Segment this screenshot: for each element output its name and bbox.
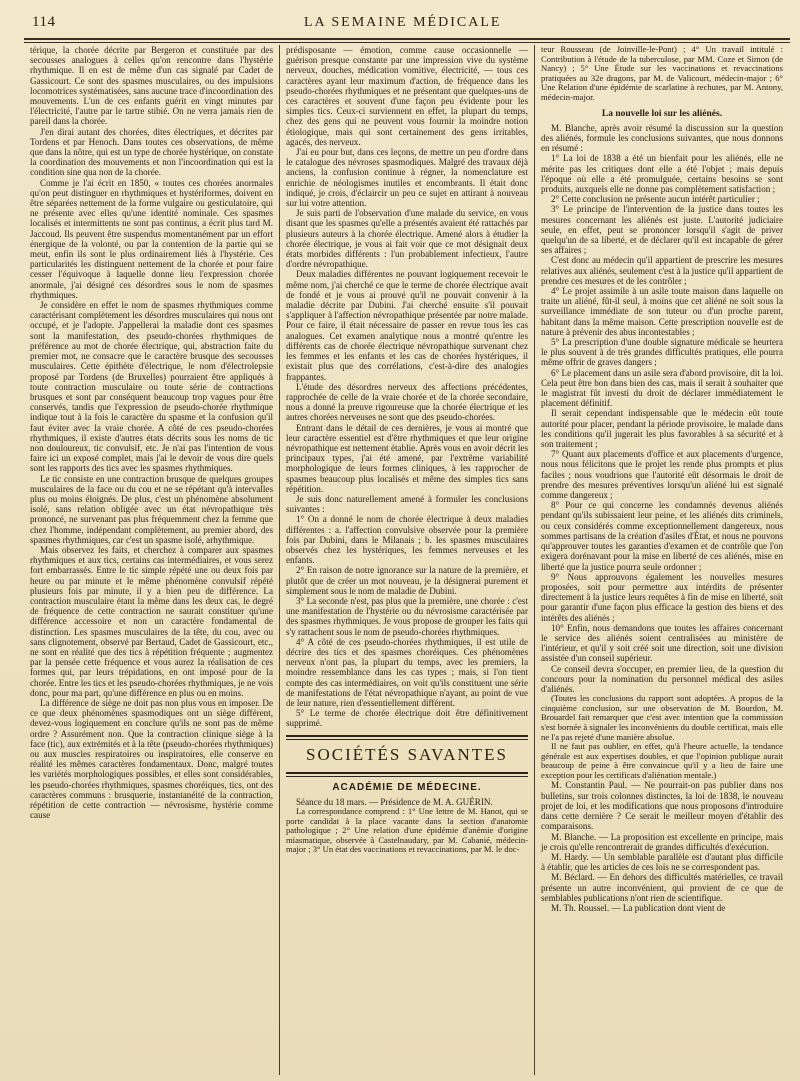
paragraph: M. Th. Roussel. — La publication dont vient de [551,902,726,913]
paragraph: J'en dirai autant des chorées, dites électriques, et décrites par Tordens et par Henoch. Dans toutes ces observations, de même que dans la nôtre, qui est un type de chorée hystérique, on constate la coordination des mouvements et non l'incoordination qui est la condition sine qua non de la chorée. [30,126,273,178]
paragraph: Je suis donc naturellement amené à formuler les conclusions suivantes : [286,493,528,515]
paragraph: La différence de siège ne doit pas non plus vous en imposer. De ce que deux phénomènes spasmodiques ont un siège différent, devez-vous logiquement en conclure qu'ils ne sont pas de même ordre ? Assurément non. Que la contraction clinique siège à la face (tic), aux extrémités et à la tête (pseudo-chorées rhythmiques) ou aux muscles respiratoires ou inspiratoires, elle conserve en réalité les mêmes caractères fondamentaux. Donc, malgré toutes les variétés morphologiques possibles, et elles sont considérables, les pseudo-chorées rhythmiques, spasmes choréiques, tics, ont des caractères communs : brusquerie, instantanéité de la contraction, répétition de cette contraction — névrosisme, hystérie comme cause [30,698,273,821]
paragraph: J'ai eu pour but, dans ces leçons, de mettre un peu d'ordre dans le catalogue des névroses spasmodiques. Malgré des travaux déjà anciens, la confusion continue à régner, la nomenclature est enrichie de néologismes inutiles et encombrants. Il était donc indiqué, je crois, d'éclaircir un peu ce sujet en attirant à nouveau sur lui votre attention. [286,147,528,209]
paragraph: 3° La seconde n'est, pas plus que la première, une chorée : c'est une manifestation de l'hystérie ou du névrosisme caractérisée par des spasmes rhythmiques. Je vous propose de grouper les faits qui s'y rattachent sous le nom de pseudo-chorées rhythmiques. [286,595,528,637]
paragraph: 7° Quant aux placements d'office et aux placements d'urgence, nous nous félicitons que le projet les rende plus prompts et plus faciles ; nous voudrions que l'autorité eût désormais le droit de prendre des mesures préventives lorsqu'un aliéné lui est signalé comme dangereux ; [541,449,783,501]
paragraph: M. Béclard. — En dehors des difficultés matérielles, ce travail présente un autre inconvénient, qui provient de ce que de semblables publications n'ont rien de scientifique. [541,872,783,903]
paragraph: 5° La prescription d'une double signature médicale se heurtera le plus souvent à de très grandes difficultés pratiques, elle pourra même offrir de graves dangers ; [541,337,783,368]
paragraph: 2° Cette conclusion ne présente aucun intérêt particulier ; [551,194,760,205]
paragraph: térique, la chorée décrite par Bergeron et constituée par des secousses analogues à celles qu'on rencontre dans l'hystérie rhythmique. Il en est de même d'un cas signalé par Cadet de Gassicourt. Ce sont des spasmes musculaires, ou des impulsions locomotrices systématisées, sans aucune trace d'incoordination des mouvements. L'un de ces enfants guérit en vingt minutes par l'électricité, l'autre par le tartre stibié. On ne verra jamais rien de pareil dans la chorée. [30,45,273,127]
subheading: La nouvelle loi sur les aliénés. [601,108,723,119]
paragraph: 1° La loi de 1838 a été un bienfait pour les aliénés, elle ne mérite pas les critiques dont elle a été l'objet ; mais depuis l'époque où elle a été promulguée, certains besoins se sont produits, auxquels elle ne donne pas complètement satisfaction ; [541,153,783,194]
paragraph: teur Rousseau (de Joinville-le-Pont) ; 4° Un travail intitulé : Contribution à l'étude de la tuberculose, par MM. Coze et Simon (de Nancy) ; 5° Une Étude sur les vaccinations et revaccinations pratiquées au 32e dragons, par M. de Valicourt, médecin-major ; 6° Une Relation d'une épidémie de scarlatine à rechutes, par M. Antony, médecin-major. [541,45,783,102]
paragraph: Mais observez les faits, et cherchez à comparer aux spasmes rhythmiques et aux tics, certains cas intermédiaires, et vous serez fort embarrassés. Entre le tic simple répété une ou deux fois par heure ou par minute et le même phénomène convulsif répété plusieurs fois par minute, il y a bien peu de différence. La contraction musculaire étant la même dans les deux cas, le degré de fréquence de cette contraction ne saurait constituer qu'une différence accessoire et non un caractère fondamental de distinction. Les spasmes musculaires de la tête, du cou, avec ou sans clignotement, observé par Bertaud, Cadet de Gassicourt, etc., ne sont en réalité que des tics à répétition fréquente ; augmentez par la pensée cette fréquence et vous aurez la réalisation de ces formes qui, par leurs trépidations, en ont imposé pour de la chorée. Entre les tics et les pseudo-chorées rhythmiques, je ne vois donc, pour ma part, qu'une différence en plus ou en moins. [30,544,273,698]
paragraph: Le tic consiste en une contraction brusque de quelques groupes musculaires de la face ou du cou et ne se répétant qu'à intervalles plus ou moins éloignés. De plus, c'est un phénomène absolument isolé, sans relation obligée avec un état névropathique très prononcé, ne survenant pas plus fréquemment chez la femme que chez l'homme, indépendant complètement, au premier abord, des spasmes rhythmiques, car c'est un spasme isolé, arhythmique. [30,473,273,545]
section-title: SOCIÉTÉS SAVANTES [306,744,508,764]
paragraph: Je considère en effet le nom de spasmes rhythmiques comme caractérisant complètement les désordres musculaires qui nous ont occupé, et je l'adopte. J'appellerai la maladie dont ces spasmes sont la manifestation, des pseudo-chorées rhythmiques de préférence au mot de chorée électrique, qui, abstraction faite du premier mot, ne consacre que le caractère brusque des secousses musculaires. Cette épithète d'électrique, le nom d'électrolepsie proposé par Tordens (de Bruxelles) pourraient être appliqués à toute contraction musculaire ou toute série de contractions brusques et sont par conséquent beaucoup trop vagues pour être conservés, tandis que l'expression de pseudo-chorée rhythmique indique tout à la fois le caractère du spasme et la confusion qu'il faut éviter avec la vraie chorée. A côté de ces pseudo-chorées rhythmiques, il existe d'autres états décrits sous les noms de tic non douloureux, tic convulsif, etc. Je n'ai pas l'intention de vous faire ici un exposé complet, mais j'ai le devoir de vous dire quels sont les rapports des tics avec les spasmes rhythmiques. [30,300,273,474]
paragraph: 4° A côté de ces pseudo-chorées rhythmiques, il est utile de décrire des tics et des spasmes choréiques. Ces phénomènes nerveux n'ont pas, la plupart du temps, avec les premiers, la moindre ressemblance dans les cas types ; mais, si l'on tient compte des cas intermédiaires, on voit qu'ils constituent une série de manifestations de l'état névropathique n'ayant, au point de vue de leur nature, rien d'essentiellement différent. [286,636,528,708]
paragraph: prédisposante — émotion, comme cause occasionnelle — guérison presque constante par une impression vive du système nerveux, douches, médication vomitive, électricité, — tous ces caractères ayant leur maximum d'action, de fréquence dans les pseudo-chorées rhythmiques et ne présentant que quelques-uns de ces caractères et souvent d'une façon peu évidente pour les simples tics. Ceux-ci surviennent en effet, la plupart du temps, chez des gens qui ne peuvent vous fournir la moindre notion étiologique, mais qui sont certainement des gens irritables, agacés, des nerveux. [286,45,528,147]
paragraph: M. Blanche. — La proposition est excellente en principe, mais je crois qu'elle rencontrerait de grandes difficultés d'exécution. [541,831,783,852]
paragraph: 6° Le placement dans un asile sera d'abord provisoire, dit la loi. Cela peut être bon dans bien des cas, mais il serait à souhaiter que le magistrat fût investi du droit de déclarer immédiatement le placement définitif. [541,367,783,409]
paragraph: Il ne faut pas oublier, en effet, qu'à l'heure actuelle, la tendance générale est aux expertises doubles, et que l'opinion publique aurait beaucoup de peine à être convaincue qu'il y a lieu de faire une exception pour les certificats d'aliénation mentale.) [541,741,783,780]
paragraph: 4° Le projet assimile à un asile toute maison dans laquelle on traite un aliéné, fût-il seul, à moins que cet aliéné ne soit sous la surveillance immédiate de son tuteur ou d'un proche parent, habitant dans la même maison. Cette prescription nouvelle est de nature à prévenir des abus incontestables ; [541,286,783,337]
paragraph: Ce conseil devra s'occuper, en premier lieu, de la question du concours pour la nomination du personnel médical des asiles d'aliénés. [541,663,783,694]
section-rule [286,772,528,777]
section-rule [286,735,528,740]
paragraph: 9° Nous approuvons également les nouvelles mesures proposées, soit pour permettre aux intérdits de présenter directement à la justice leurs requêtes à fin de mise en liberté, soit pour garantir d'une façon plus efficace la gestion des biens et des intérêts des aliénés ; [541,571,783,623]
academy-title: ACADÉMIE DE MÉDECINE. [332,781,482,793]
header-rule [24,38,790,43]
paragraph: 2° En raison de notre ignorance sur la nature de la première, et plutôt que de créer un mot nouveau, je la désignerai purement et simplement sous le nom de maladie de Dubini. [286,565,528,596]
column-2 [279,45,534,1075]
paragraph: Il serait cependant indispensable que le médecin eût toute autorité pour placer, pendant la période provisoire, le malade dans les conditions qu'il jugerait les plus favorables à sa sécurité et à son traitement ; [541,408,783,450]
paragraph: L'étude des désordres nerveux des affections précédentes, rapprochée de celle de la vraie chorée et de la chorée secondaire, nous a donné la preuve rigoureuse que la chorée électrique et les autres chorées nerveuses ne sont que des pseudo-chorées. [286,381,528,423]
paragraph: Comme je l'ai écrit en 1850, « toutes ces chorées anormales qu'on peut distinguer en rhythmiques et hystériformes, doivent en être séparées nettement de la forme vulgaire ou gesticulatoire, qui ne présente avec elles qu'une identité nominale. Ces spasmes localisés et intermittents ne sont pas continus, a écrit plus tard M. Jaccoud. Ils peuvent être suspendus momentanément par un effort énergique de la volonté, ou par la contention de la partie qui se meut, enfin ils sont le plus ordinairement liés à l'hystérie. Ces particularités les distinguent nettement de la chorée et pour faire cesser l'équivoque à laquelle donne lieu l'expression chorée anormale, j'ai désigné ces désordres sous le nom de spasmes rhythmiques. [30,177,273,300]
paragraph: 3° Le principe de l'intervention de la justice dans toutes les mesures concernant les aliénés est juste. L'autorité judiciaire seule, en effet, peut se prononcer lorsqu'il s'agit de priver quelqu'un de sa liberté, et de déclarer qu'il est incapable de gérer ses affaires ; [541,204,783,256]
paragraph: M. Constantin Paul. — Ne pourrait-on pas publier dans nos bulletins, sur trois colonnes distinctes, la loi de 1838, le nouveau projet de loi, et les modifications que nous proposons d'introduire dans cette dernière ? Ce serait le meilleur moyen d'établir des comparaisons. [541,780,783,832]
paragraph: M. Hardy. — Un semblable parallèle est d'autant plus difficile à établir, que les articles de ces lois ne se correspondent pas. [541,851,783,873]
paragraph: Entrant dans le détail de ces dernières, je vous ai montré que leur caractère essentiel est d'être rhythmiques et que leur origine névropathique est nettement établie. Après vous en avoir décrit les principaux types, j'ai été amené, par l'extrême variabilité morphologique de leurs formes cliniques, à les rapprocher de spasmes beaucoup plus localisés et même des simples tics sans répétition. [286,422,528,494]
correspondence: La correspondance comprend : 1° Une lettre de M. Hanot, qui se porte candidat à la place vacante dans la section d'anatomie pathologique ; 2° Une relation d'une épidémie d'anémie d'origine miasmatique, observée à Castelnaudary, par M. Cabanié, médecin-major ; 3° Un état des vaccinations et revaccinations, par M. le doc- [286,806,528,855]
column-3 [534,45,789,1075]
paragraph: Je suis parti de l'observation d'une malade du service, en vous disant que les spasmes qu'elle a présentés avaient été rattachés par plusieurs auteurs à la chorée électrique. Amené alors à étudier la chorée électrique, je vous ai fait voir que ce mot désignait deux états morbides différents : l'un probablement infectieux, l'autre d'ordre névropathique. [286,208,528,270]
session-line: Séance du 18 mars. — Présidence de M. A. GUÉRIN. [296,796,493,807]
running-head [24,14,790,36]
paragraph: 10° Enfin, nous demandons que toutes les affaires concernant le service des aliénés soient centralisées au ministère de l'intérieur, et qu'il y soit créé soit une direction, soit une division assistée d'un conseil supérieur. [541,622,783,664]
paragraph: Deux maladies différentes ne pouvant logiquement recevoir le même nom, j'ai cherché ce que le terme de chorée électrique avait de fondé et je vous ai prouvé qu'il ne pouvait convenir à la maladie décrite par Dubini. J'ai cherché ensuite s'il pouvait s'appliquer à l'affection névropathique présentée par notre malade. Pour ce faire, il était nécessaire de passer en revue tous les cas analogues. Cet examen analytique nous a montré qu'entre les différents cas de chorée électrique névropathique survenant chez les femmes et les enfants et les cas de chorées hystériques, il existait plus que des corrélations, c'est-à-dire des analogies frappantes. [286,269,528,382]
journal-title: LA SEMAINE MÉDICALE [304,15,502,30]
text-columns [24,45,790,1075]
paragraph: (Toutes les conclusions du rapport sont adoptées. A propos de la cinquième conclusion, sur une observation de M. Bourdon, M. Brouardel fait remarquer que c'est avec intention que la commission s'est bornée à signaler les inconvénients du double certificat, mais elle ne l'a pas rejeté d'une manière absolue. [541,693,783,742]
paragraph: M. Blanche, après avoir résumé la discussion sur la question des aliénés, formule les conclusions suivantes, que nous donnons en résumé : [541,122,783,154]
paragraph: 8° Pour ce qui concerne les condamnés devenus aliénés pendant qu'ils subissaient leur peine, et les aliénés dits criminels, ou ceux considérés comme exceptionnellement dangereux, nous sommes partisans de la création d'asiles d'État, et nous ne pouvons qu'approuver toutes les garanties d'examen et de contrôle que l'on exigera dorénavant pour la mise en liberté de ces aliénés, mise en liberté que la justice pourra seule ordonner ; [541,500,783,572]
paragraph: C'est donc au médecin qu'il appartient de prescrire les mesures relatives aux aliénés, seulement c'est à la justice qu'il appartient de prendre ces mesures et de les contrôler ; [541,255,783,286]
paragraph: 5° Le terme de chorée électrique doit être définitivement supprimé. [286,708,528,729]
paragraph: 1° On a donné le nom de chorée électrique à deux maladies différentes : a. l'affection convulsive observée pour la première fois par Dubini, dans le Milanais ; b. les spasmes musculaires observés chez les hystériques, les femmes nerveuses et les enfants. [286,514,528,566]
column-1 [24,45,279,1075]
page-number: 114 [32,14,56,30]
